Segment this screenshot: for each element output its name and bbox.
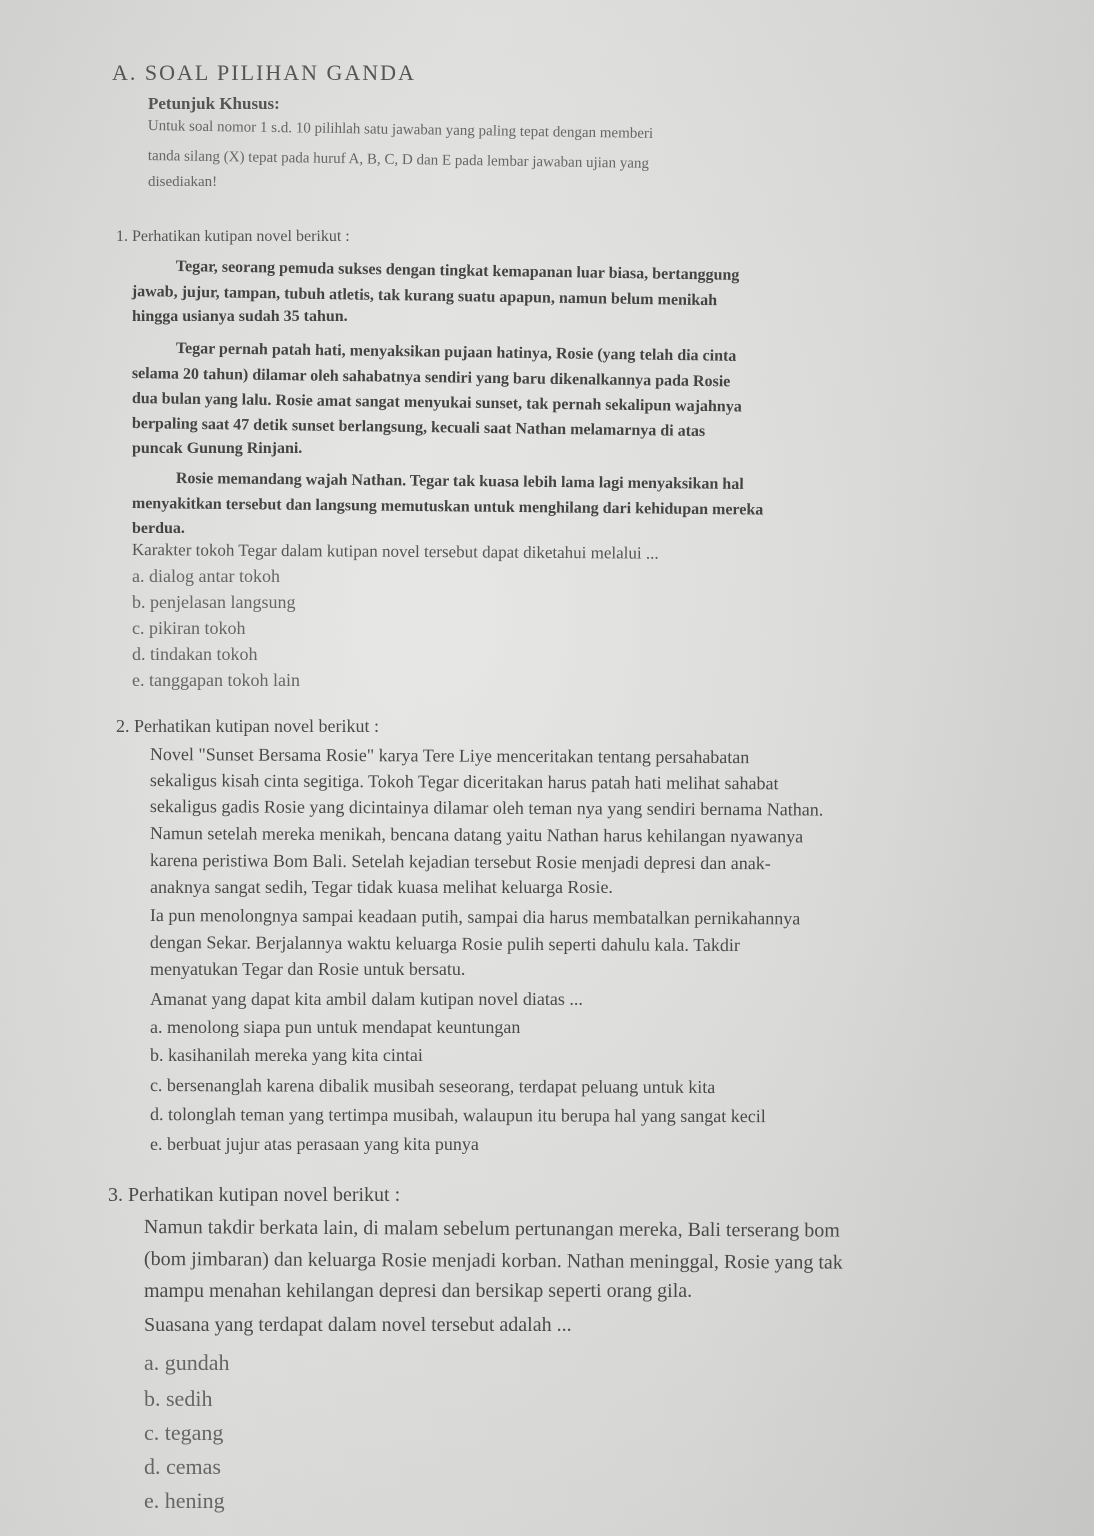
q2-option-d[interactable]: d. tolonglah teman yang tertimpa musibah, walaupun itu berupa hal yang sangat kecil xyxy=(149,1104,766,1127)
instruction-line: tanda silang (X) tepat pada huruf A, B, C, D dan E pada lembar jawaban ujian yang xyxy=(147,148,650,172)
instruction-line: disediakan! xyxy=(148,174,218,190)
q1-paragraph-line: dua bulan yang lalu. Rosie amat sangat menyukai sunset, tak pernah sekalipun wajahnya xyxy=(131,390,742,416)
q1-option-e[interactable]: e. tanggapan tokoh lain xyxy=(132,670,300,690)
q2-option-e[interactable]: e. berbuat jujur atas perasaan yang kita punya xyxy=(150,1134,479,1154)
q3-option-e[interactable]: e. hening xyxy=(144,1488,225,1513)
q2-option-c[interactable]: c. bersenanglah karena dibalik musibah seseorang, terdapat peluang untuk kita xyxy=(149,1075,716,1097)
q1-paragraph-line: jawab, jujur, tampan, tubuh atletis, tak kurang suatu apapun, namun belum menikah xyxy=(131,283,718,310)
q1-option-b[interactable]: b. penjelasan langsung xyxy=(132,592,296,612)
q2-paragraph-line: Namun setelah mereka menikah, bencana datang yaitu Nathan harus kehilangan nyawanya xyxy=(149,823,804,847)
q2-option-a[interactable]: a. menolong siapa pun untuk mendapat keuntungan xyxy=(150,1017,521,1037)
q1-paragraph-line: puncak Gunung Rinjani. xyxy=(132,440,303,457)
section-title: A. SOAL PILIHAN GANDA xyxy=(112,60,416,85)
q1-paragraph-line: Tegar, seorang pemuda sukses dengan tingkat kemapanan luar biasa, bertanggung xyxy=(175,258,740,284)
q1-option-a[interactable]: a. dialog antar tokoh xyxy=(132,566,280,586)
question-2-heading: 2. Perhatikan kutipan novel berikut : xyxy=(116,716,379,736)
q3-prompt: Suasana yang terdapat dalam novel tersebut adalah ... xyxy=(144,1314,572,1336)
q1-paragraph-line: Rosie memandang wajah Nathan. Tegar tak kuasa lebih lama lagi menyaksikan hal xyxy=(175,470,744,493)
q1-paragraph-line: menyakitkan tersebut dan langsung memutuskan untuk menghilang dari kehidupan mereka xyxy=(131,495,764,519)
q1-paragraph-line: berdua. xyxy=(132,520,185,537)
q2-paragraph-line: Ia pun menolongnya sampai keadaan putih, sampai dia harus membatalkan pernikahannya xyxy=(149,905,801,929)
question-3-heading: 3. Perhatikan kutipan novel berikut : xyxy=(108,1184,401,1206)
q2-paragraph-line: sekaligus kisah cinta segitiga. Tokoh Tegar diceritakan harus patah hati melihat sahabat xyxy=(149,770,779,794)
section-subtitle: Petunjuk Khusus: xyxy=(148,94,280,113)
q2-paragraph-line: menyatukan Tegar dan Rosie untuk bersatu. xyxy=(150,959,466,979)
question-1-heading: 1. Perhatikan kutipan novel berikut : xyxy=(116,228,350,245)
q1-paragraph-line: selama 20 tahun) dilamar oleh sahabatnya sendiri yang baru dikenalkannya pada Rosie xyxy=(131,365,731,391)
instruction-line: Untuk soal nomor 1 s.d. 10 pilihlah satu jawaban yang paling tepat dengan memberi xyxy=(147,118,654,142)
q3-paragraph-line: mampu menahan kehilangan depresi dan bersikap seperti orang gila. xyxy=(144,1280,693,1302)
q1-option-d[interactable]: d. tindakan tokoh xyxy=(132,644,258,664)
q2-paragraph-line: Novel "Sunset Bersama Rosie" karya Tere Liye menceritakan tentang persahabatan xyxy=(149,744,750,768)
q2-paragraph-line: anaknya sangat sedih, Tegar tidak kuasa melihat keluarga Rosie. xyxy=(150,877,613,897)
q2-paragraph-line: sekaligus gadis Rosie yang dicintainya dilamar oleh teman nya yang sendiri bernama Nathan. xyxy=(149,796,824,820)
q1-option-c[interactable]: c. pikiran tokoh xyxy=(132,618,246,638)
q3-paragraph-line: (bom jimbaran) dan keluarga Rosie menjadi korban. Nathan meninggal, Rosie yang tak xyxy=(143,1248,843,1274)
q2-option-b[interactable]: b. kasihanilah mereka yang kita cintai xyxy=(150,1045,423,1065)
q3-option-c[interactable]: c. tegang xyxy=(144,1420,224,1445)
q1-paragraph-line: berpaling saat 47 detik sunset berlangsung, kecuali saat Nathan melamarnya di atas xyxy=(131,415,706,441)
q1-paragraph-line: hingga usianya sudah 35 tahun. xyxy=(132,308,348,325)
q1-paragraph-line: Tegar pernah patah hati, menyaksikan pujaan hatinya, Rosie (yang telah dia cinta xyxy=(175,340,737,365)
q3-paragraph-line: Namun takdir berkata lain, di malam sebelum pertunangan mereka, Bali terserang bom xyxy=(143,1216,840,1242)
q1-prompt: Karakter tokoh Tegar dalam kutipan novel tersebut dapat diketahui melalui ... xyxy=(131,540,659,563)
q3-option-b[interactable]: b. sedih xyxy=(144,1386,213,1411)
q2-prompt: Amanat yang dapat kita ambil dalam kutipan novel diatas ... xyxy=(150,989,583,1009)
q2-paragraph-line: dengan Sekar. Berjalannya waktu keluarga Rosie pulih seperti dahulu kala. Takdir xyxy=(149,932,740,956)
q3-option-d[interactable]: d. cemas xyxy=(144,1454,221,1479)
q2-paragraph-line: karena peristiwa Bom Bali. Setelah kejadian tersebut Rosie menjadi depresi dan anak- xyxy=(149,850,771,874)
q3-option-a[interactable]: a. gundah xyxy=(144,1350,230,1375)
